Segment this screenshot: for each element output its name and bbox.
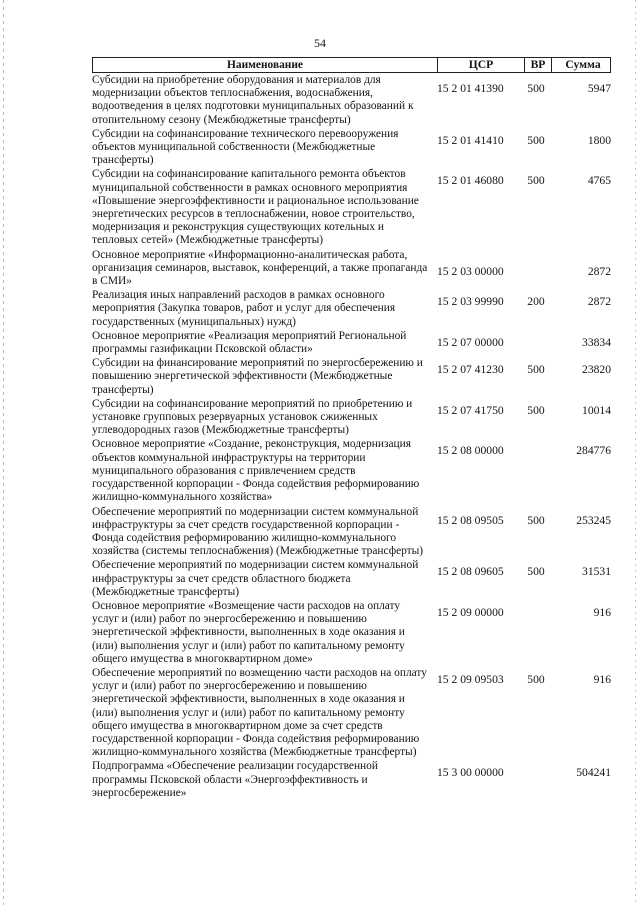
table-body [92,74,611,800]
row-csr: 15 2 09 09503 [437,672,504,686]
row-sum: 31531 [582,565,611,579]
table-row [92,438,611,504]
table-header [92,57,611,73]
header-sum: Сумма [565,58,601,71]
row-sum: 1800 [587,133,611,147]
row-vr: 500 [527,403,545,417]
row-sum: 4765 [587,174,611,188]
header-name: Наименование [93,58,438,72]
row-vr [523,330,549,336]
row-sum: 284776 [576,444,611,458]
table-row [92,357,611,397]
row-csr: 15 2 08 09605 [437,565,504,579]
row-csr: 15 3 00 00000 [437,766,504,780]
row-csr: 15 2 07 41230 [437,363,504,377]
row-vr [523,760,549,766]
table-row [92,249,611,289]
row-sum: 916 [593,605,611,619]
row-sum: 5947 [587,82,611,95]
row-sum: 504241 [576,766,611,780]
row-csr: 15 2 08 00000 [437,444,504,458]
row-name: Обеспечение мероприятий по модернизации систем коммунальной инфраструктуры за счет средств областного бюджета (Межбюджетные трансферты) [92,559,419,598]
row-csr: 15 2 07 00000 [437,335,504,349]
budget-table [92,57,611,801]
table-row [92,506,611,559]
row-name: Основное мероприятие «Возмещение части расходов на оплату услуг и (или) работ по энергосбережению и повышению энергетической эффективности, выполненных в ходе оказания и (или) выполнения услуг и (или) работ по капитальному ремонту общего имущества в многоквартирном доме» [92,599,405,665]
table-row [92,760,611,800]
table-row [92,398,611,438]
table-row [92,330,611,356]
table-row [92,128,611,168]
row-vr [523,600,549,606]
row-csr: 15 2 03 99990 [437,295,504,309]
row-name: Субсидии на приобретение оборудования и материалов для модернизации объектов теплоснабжения, водоснабжения, водоотведения в целях подготовки муниципальных образований к отопительному сезону (Межбюджетные трансферты) [92,74,414,126]
row-vr: 500 [527,565,545,579]
row-csr: 15 2 08 09505 [437,513,504,527]
row-csr: 15 2 01 41410 [437,133,504,147]
row-vr: 500 [527,174,545,188]
page-number: 54 [314,36,326,50]
row-vr: 500 [527,513,545,527]
table-row [92,289,611,329]
row-sum: 10014 [582,403,611,417]
row-name: Субсидии на софинансирование мероприятий по приобретению и установке групповых резервуарных установок сжиженных углеводородных газов (Межбюджетные трансферты) [92,397,413,437]
row-csr: 15 2 01 41390 [437,82,504,95]
scan-edge-right [635,0,636,905]
row-csr: 15 2 03 00000 [437,264,504,278]
row-name: Подпрограмма «Обеспечение реализации государственной программы Псковской области «Энергоэффективность и энергосбережение» [92,760,378,799]
header-vr: ВР [525,58,552,72]
row-vr [523,438,549,444]
row-vr: 500 [527,133,545,147]
row-vr: 500 [527,672,545,686]
table-row [92,667,611,759]
row-name: Основное мероприятие «Создание, реконструкция, модернизация объектов коммунальной инфраструктуры на территории муниципального образования с привлечением средств государственной корпорации - Фонда содействия реформированию жилищно-коммунального хозяйства» [92,438,420,504]
row-vr [523,249,549,265]
row-name: Основное мероприятие «Информационно-аналитическая работа, организация семинаров, выставок, конференций, а также пропаганда в СМИ» [92,248,428,288]
row-sum: 2872 [587,264,611,278]
row-vr: 500 [527,82,545,95]
row-sum: 253245 [576,513,611,527]
row-csr: 15 2 07 41750 [437,403,504,417]
table-row [92,168,611,247]
row-name: Субсидии на финансирование мероприятий по энергосбережению и повышению энергетической эффективности (Межбюджетные трансферты) [92,357,423,396]
row-vr: 200 [527,295,545,309]
row-name: Субсидии на софинансирование капитального ремонта объектов муниципальной собственности в рамках основного мероприятия «Повышение энергоэффективности и рациональное использование энергетических ресурсов в теплоснабжении, новое строительство, модернизация и реконструкция существующих котельных и тепловых сетей» (Межбюджетные трансферты) [92,168,419,247]
row-vr: 500 [527,363,545,377]
row-sum: 33834 [582,335,611,349]
row-name: Реализация иных направлений расходов в рамках основного мероприятия (Закупка товаров, работ и услуг для обеспечения государственных (муниципальных) нужд) [92,289,396,328]
row-sum: 2872 [587,295,611,309]
scan-edge-left [3,0,4,905]
row-name: Субсидии на софинансирование технического перевооружения объектов муниципальной собственности (Межбюджетные трансферты) [92,127,399,167]
table-row [92,74,611,127]
row-name: Основное мероприятие «Реализация мероприятий Региональной программы газификации Псковской области» [92,329,407,356]
table-row [92,600,611,666]
row-name: Обеспечение мероприятий по модернизации систем коммунальной инфраструктуры за счет средств государственной корпорации - Фонда содействия реформированию жилищно-коммунального хозяйства (системы теплоснабжения) (Межбюджетные трансферты) [92,505,424,558]
row-sum: 23820 [582,363,611,377]
table-row [92,559,611,599]
header-csr: ЦСР [438,58,525,72]
row-csr: 15 2 01 46080 [437,174,504,188]
row-name: Обеспечение мероприятий по возмещению части расходов на оплату услуг и (или) работ по энергосбережению и повышению энергетической эффективности, выполненных в ходе оказания и (или) выполнения услуг и (или) работ по капитальному ремонту общего имущества в многоквартирном доме за счет средств государственной корпорации - Фонда содействия реформированию жилищно-коммунального хозяйства (Межбюджетные трансферты) [92,666,427,759]
row-csr: 15 2 09 00000 [437,605,504,619]
row-sum: 916 [593,672,611,686]
